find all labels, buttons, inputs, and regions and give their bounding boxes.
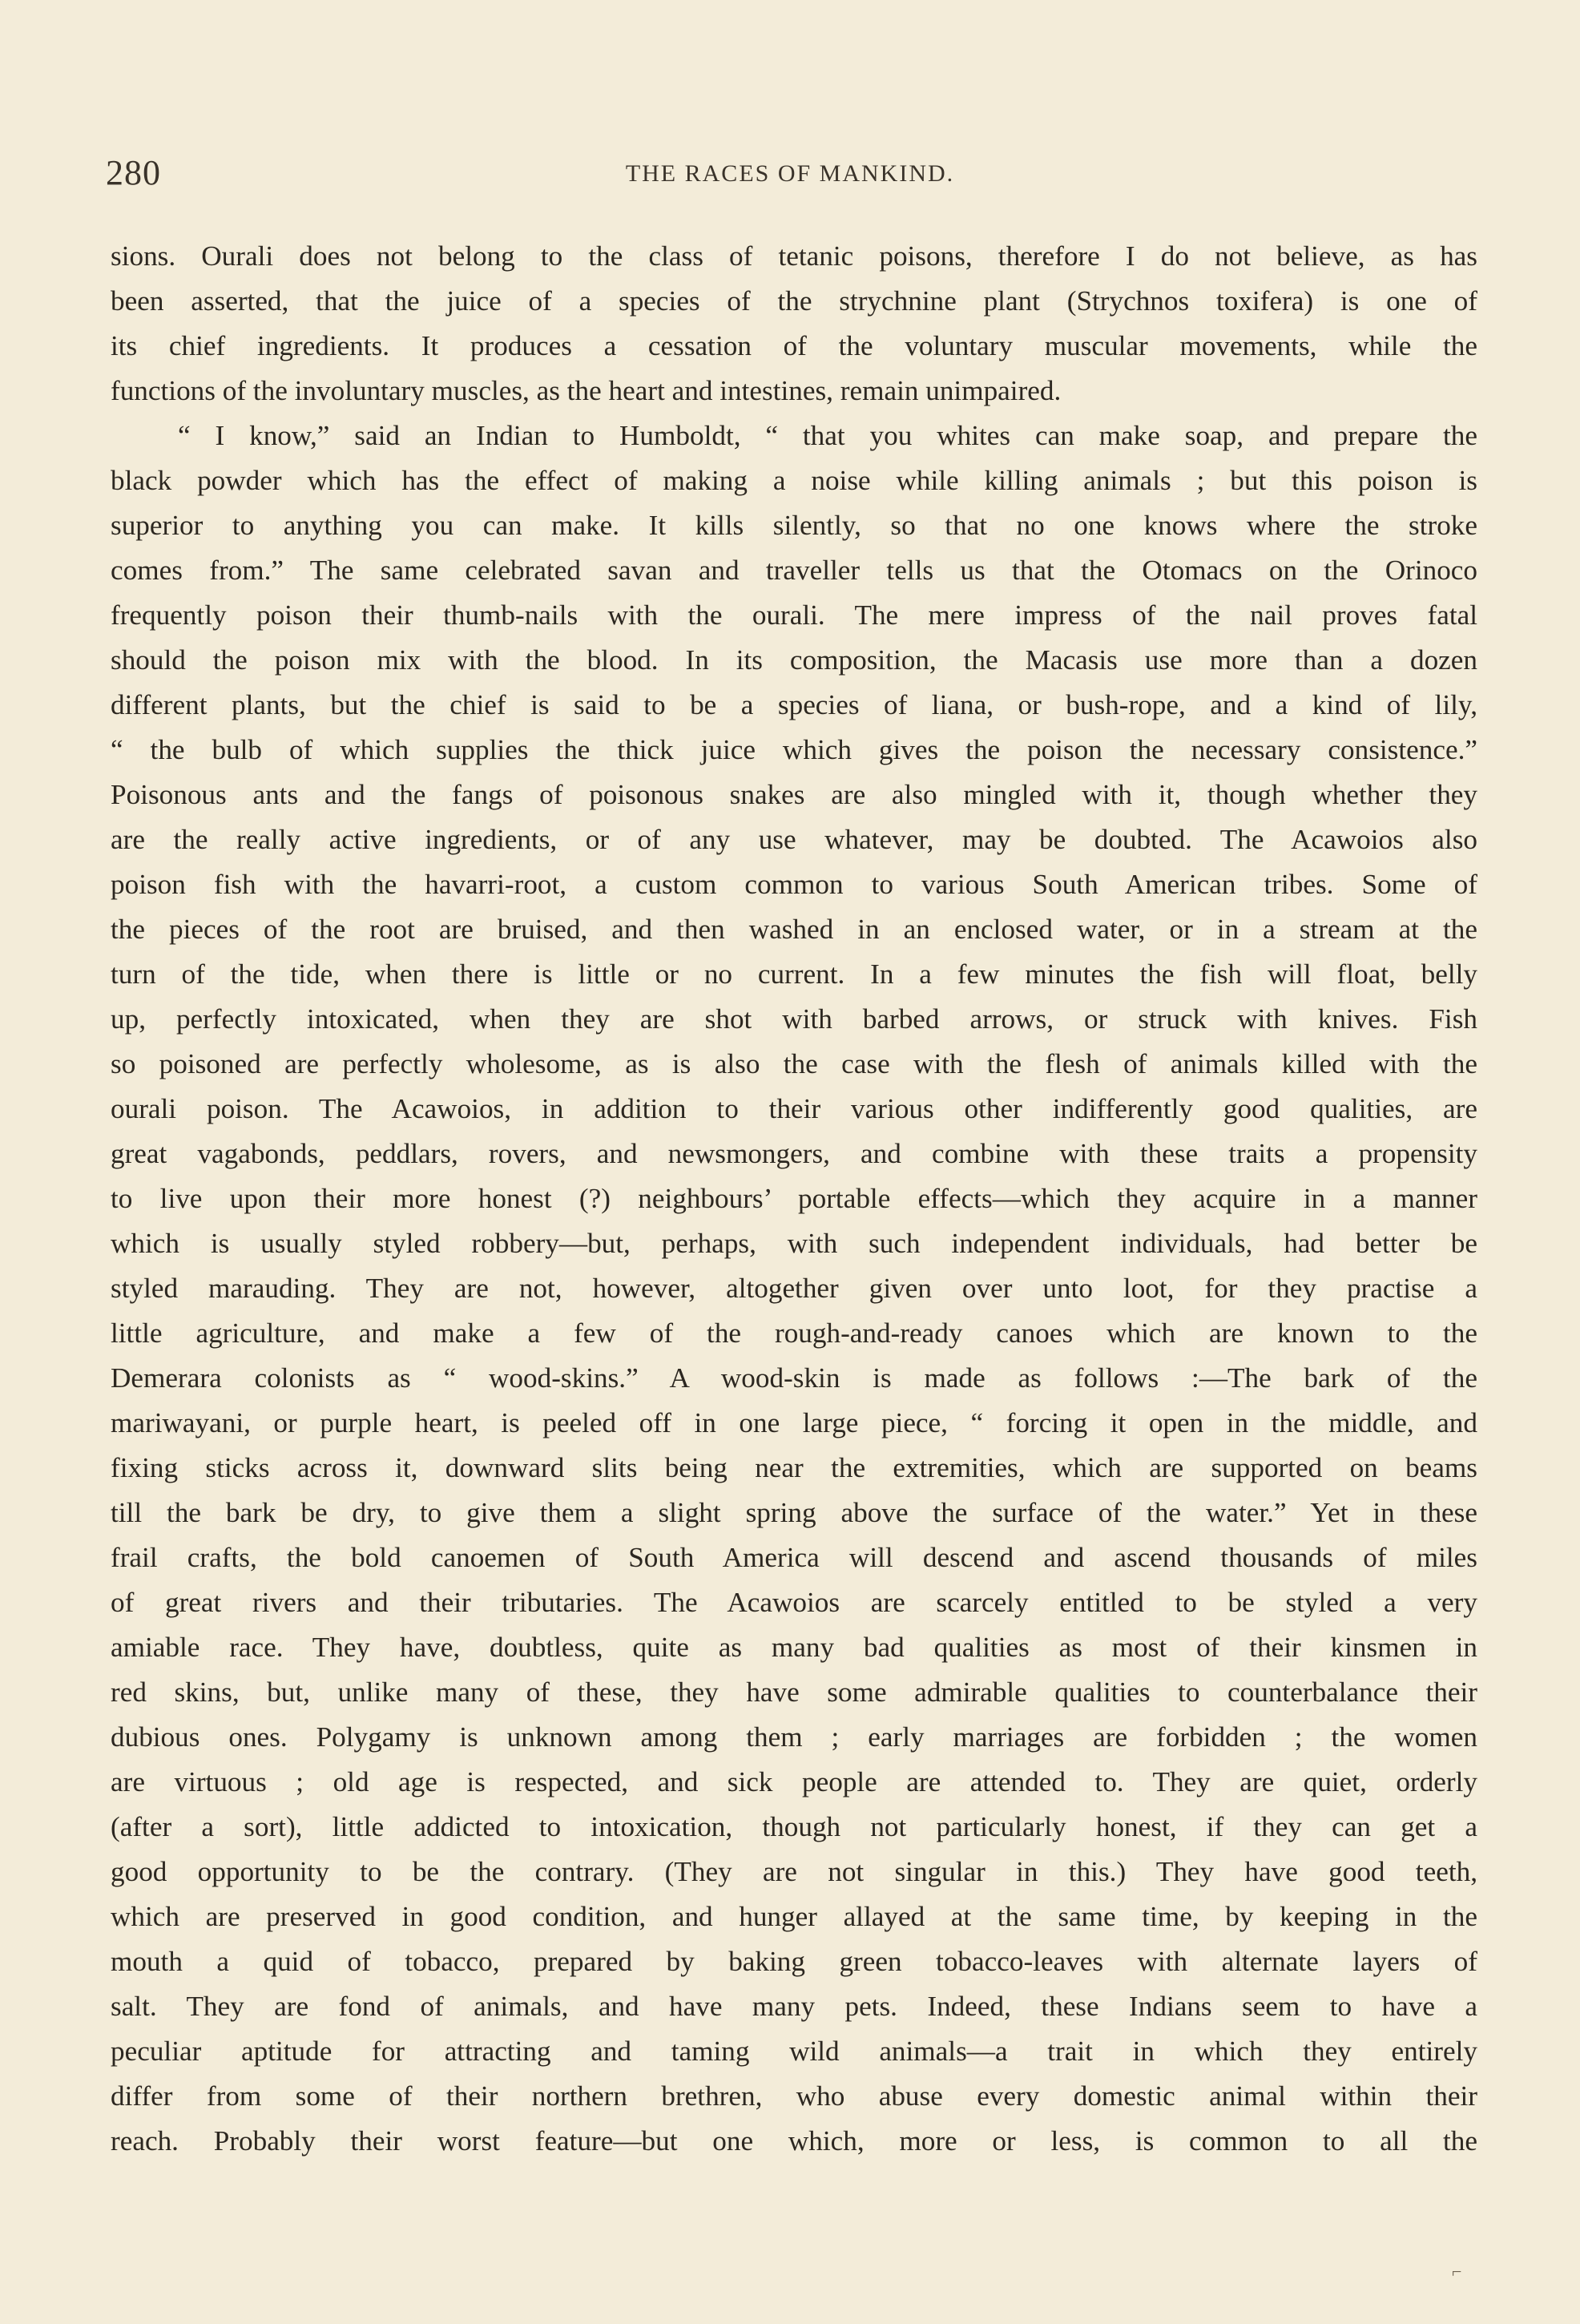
body-text <box>111 234 1477 2164</box>
text-line: the pieces of the root are bruised, and then washed in an enclosed water, or in a stream at the <box>111 914 1477 945</box>
text-line: styled marauding. They are not, however, altogether given over unto loot, for they practise a <box>111 1273 1477 1304</box>
text-line: turn of the tide, when there is little or no current. In a few minutes the fish will float, belly <box>111 958 1477 990</box>
text-line: which is usually styled robbery—but, perhaps, with such independent individuals, had better be <box>111 1228 1477 1259</box>
text-line: “ the bulb of which supplies the thick juice which gives the poison the necessary consistence.” <box>111 734 1477 765</box>
text-line: good opportunity to be the contrary. (They are not singular in this.) They have good teeth, <box>111 1856 1477 1887</box>
text-line: poison fish with the havarri-root, a custom common to various South American tribes. Some of <box>111 869 1477 900</box>
text-line: its chief ingredients. It produces a cessation of the voluntary muscular movements, while the <box>111 330 1477 361</box>
text-line: mouth a quid of tobacco, prepared by baking green tobacco-leaves with alternate layers of <box>111 1946 1477 1977</box>
text-line: are the really active ingredients, or of any use whatever, may be doubted. The Acawoios also <box>111 824 1477 855</box>
text-line: up, perfectly intoxicated, when they are shot with barbed arrows, or struck with knives. Fish <box>111 1003 1477 1035</box>
text-line: Poisonous ants and the fangs of poisonous snakes are also mingled with it, though whether they <box>111 779 1477 810</box>
page-number: 280 <box>106 153 161 192</box>
text-line: frail crafts, the bold canoemen of South America will descend and ascend thousands of miles <box>111 1542 1477 1573</box>
text-line: salt. They are fond of animals, and have many pets. Indeed, these Indians seem to have a <box>111 1991 1477 2022</box>
text-line: till the bark be dry, to give them a slight spring above the surface of the water.” Yet in these <box>111 1497 1477 1528</box>
text-line: differ from some of their northern brethren, who abuse every domestic animal within their <box>111 2080 1477 2112</box>
text-line: comes from.” The same celebrated savan and traveller tells us that the Otomacs on the Orinoco <box>111 555 1477 586</box>
text-line: functions of the involuntary muscles, as the heart and intestines, remain unimpaired. <box>111 375 1062 406</box>
page-mark: ⌐ <box>1452 2261 1462 2282</box>
text-line: mariwayani, or purple heart, is peeled off in one large piece, “ forcing it open in the middle, and <box>111 1407 1477 1438</box>
text-line: amiable race. They have, doubtless, quite as many bad qualities as most of their kinsmen in <box>111 1632 1477 1663</box>
text-line: fixing sticks across it, downward slits being near the extremities, which are supported on beams <box>111 1452 1477 1483</box>
text-line: Demerara colonists as “ wood-skins.” A wood-skin is made as follows :—The bark of the <box>111 1362 1477 1394</box>
text-line: (after a sort), little addicted to intoxication, though not particularly honest, if they can get a <box>111 1811 1477 1842</box>
text-line: red skins, but, unlike many of these, they have some admirable qualities to counterbalance their <box>111 1676 1477 1708</box>
text-line: black powder which has the effect of making a noise while killing animals ; but this poison is <box>111 465 1477 496</box>
running-title: THE RACES OF MANKIND. <box>625 160 955 187</box>
text-line: are virtuous ; old age is respected, and sick people are attended to. They are quiet, orderly <box>111 1766 1477 1797</box>
text-line: peculiar aptitude for attracting and taming wild animals—a trait in which they entirely <box>111 2036 1477 2067</box>
text-line: great vagabonds, peddlars, rovers, and newsmongers, and combine with these traits a propensity <box>111 1138 1477 1169</box>
text-line: different plants, but the chief is said to be a species of liana, or bush-rope, and a kind of lily, <box>111 689 1477 720</box>
text-line: superior to anything you can make. It kills silently, so that no one knows where the stroke <box>111 510 1477 541</box>
text-line: frequently poison their thumb-nails with the ourali. The mere impress of the nail proves fatal <box>111 599 1477 631</box>
text-line: which are preserved in good condition, and hunger allayed at the same time, by keeping in the <box>111 1901 1477 1932</box>
text-line: little agriculture, and make a few of the rough-and-ready canoes which are known to the <box>111 1317 1477 1349</box>
text-line: sions. Ourali does not belong to the class of tetanic poisons, therefore I do not believe, as has <box>111 240 1477 272</box>
text-line: reach. Probably their worst feature—but one which, more or less, is common to all the <box>111 2125 1477 2157</box>
text-line: ourali poison. The Acawoios, in addition to their various other indifferently good qualities, are <box>111 1093 1477 1124</box>
text-line: to live upon their more honest (?) neighbours’ portable effects—which they acquire in a manner <box>111 1183 1477 1214</box>
text-line: should the poison mix with the blood. In its composition, the Macasis use more than a dozen <box>111 644 1477 676</box>
text-line: been asserted, that the juice of a species of the strychnine plant (Strychnos toxifera) is one of <box>111 285 1477 317</box>
text-line: so poisoned are perfectly wholesome, as is also the case with the flesh of animals killed with the <box>111 1048 1477 1079</box>
text-line: of great rivers and their tributaries. The Acawoios are scarcely entitled to be styled a very <box>111 1587 1477 1618</box>
text-line: “ I know,” said an Indian to Humboldt, “ that you whites can make soap, and prepare the <box>178 420 1477 451</box>
text-line: dubious ones. Polygamy is unknown among them ; early marriages are forbidden ; the women <box>111 1721 1477 1753</box>
